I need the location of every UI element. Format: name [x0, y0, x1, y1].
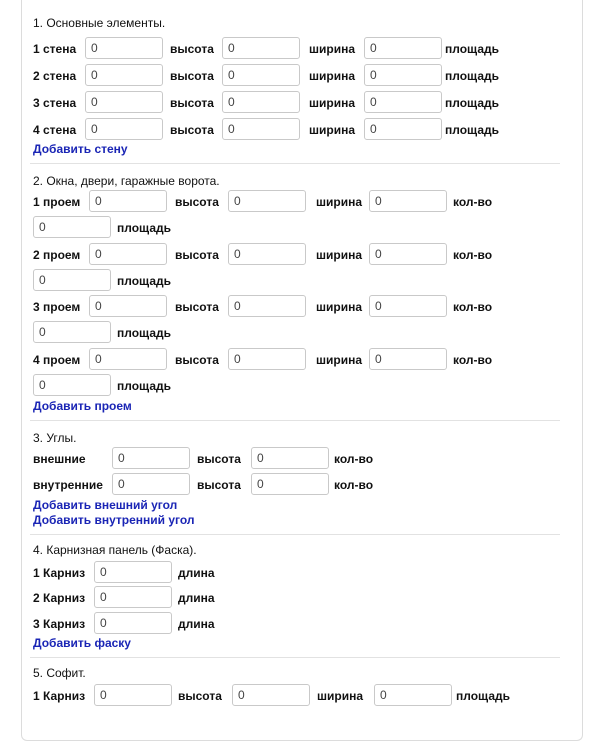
opening-2-label: 2 проем [33, 248, 81, 262]
inner-corner-label: внутренние [33, 478, 103, 492]
fascia-3-input[interactable] [94, 612, 172, 634]
wall-1-label: 1 стена [33, 42, 77, 56]
opening-4-area-label: площадь [117, 379, 171, 393]
section-1-title: 1. Основные элементы. [33, 16, 166, 30]
wall-4-height-input[interactable] [222, 118, 300, 140]
opening-1-count-input[interactable] [33, 216, 111, 238]
opening-2-height-input[interactable] [228, 243, 306, 265]
fascia-2-length-label: длина [178, 591, 215, 605]
fascia-1-length-label: длина [178, 566, 215, 580]
opening-3-count-label: кол-во [453, 300, 493, 314]
wall-2-label: 2 стена [33, 69, 77, 83]
opening-4-height-label: высота [175, 353, 219, 367]
wall-3-input[interactable] [85, 91, 163, 113]
outer-corner-height-label: высота [197, 452, 241, 466]
opening-3-label: 3 проем [33, 300, 81, 314]
fascia-2-input[interactable] [94, 586, 172, 608]
opening-2-count-input[interactable] [33, 269, 111, 291]
opening-1-label: 1 проем [33, 195, 81, 209]
opening-1-area-label: площадь [117, 221, 171, 235]
opening-4-input[interactable] [89, 348, 167, 370]
wall-1-input[interactable] [85, 37, 163, 59]
wall-3-width-input[interactable] [364, 91, 442, 113]
wall-2-height-input[interactable] [222, 64, 300, 86]
wall-4-label: 4 стена [33, 123, 77, 137]
wall-3-width-label: ширина [309, 96, 356, 110]
section-3-title: 3. Углы. [33, 431, 77, 445]
wall-2-width-input[interactable] [364, 64, 442, 86]
wall-2-area-label: площадь [445, 69, 499, 83]
section-2-title: 2. Окна, двери, гаражные ворота. [33, 174, 220, 188]
opening-4-count-input[interactable] [33, 374, 111, 396]
opening-1-count-label: кол-во [453, 195, 493, 209]
opening-1-width-input[interactable] [369, 190, 447, 212]
opening-3-input[interactable] [89, 295, 167, 317]
opening-1-input[interactable] [89, 190, 167, 212]
wall-3-height-input[interactable] [222, 91, 300, 113]
inner-corner-height-input[interactable] [251, 473, 329, 495]
soffit-1-height-label: высота [178, 689, 222, 703]
opening-1-width-label: ширина [316, 195, 363, 209]
wall-1-area-label: площадь [445, 42, 499, 56]
opening-2-input[interactable] [89, 243, 167, 265]
soffit-1-height-input[interactable] [232, 684, 310, 706]
opening-3-width-label: ширина [316, 300, 363, 314]
soffit-1-label: 1 Карниз [33, 689, 86, 703]
wall-2-height-label: высота [170, 69, 214, 83]
opening-4-width-label: ширина [316, 353, 363, 367]
wall-2-width-label: ширина [309, 69, 356, 83]
fascia-1-label: 1 Карниз [33, 566, 86, 580]
opening-1-height-input[interactable] [228, 190, 306, 212]
opening-2-width-input[interactable] [369, 243, 447, 265]
opening-2-count-label: кол-во [453, 248, 493, 262]
add-opening-link[interactable]: Добавить проем [33, 399, 132, 413]
opening-3-area-label: площадь [117, 326, 171, 340]
opening-1-height-label: высота [175, 195, 219, 209]
inner-corner-height-label: высота [197, 478, 241, 492]
wall-4-width-input[interactable] [364, 118, 442, 140]
wall-1-height-input[interactable] [222, 37, 300, 59]
add-wall-link[interactable]: Добавить стену [33, 142, 128, 156]
wall-3-height-label: высота [170, 96, 214, 110]
wall-4-area-label: площадь [445, 123, 499, 137]
inner-corner-input[interactable] [112, 473, 190, 495]
wall-3-area-label: площадь [445, 96, 499, 110]
wall-2-input[interactable] [85, 64, 163, 86]
soffit-1-width-input[interactable] [374, 684, 452, 706]
wall-1-height-label: высота [170, 42, 214, 56]
opening-3-height-input[interactable] [228, 295, 306, 317]
wall-1-width-input[interactable] [364, 37, 442, 59]
inner-corner-count-label: кол-во [334, 478, 374, 492]
add-outer-corner-link[interactable]: Добавить внешний угол [33, 498, 178, 512]
wall-4-input[interactable] [85, 118, 163, 140]
add-fascia-link[interactable]: Добавить фаску [33, 636, 131, 650]
section-5-title: 5. Софит. [33, 666, 86, 680]
opening-3-count-input[interactable] [33, 321, 111, 343]
section-divider [30, 163, 560, 164]
section-divider [30, 420, 560, 421]
opening-2-width-label: ширина [316, 248, 363, 262]
section-4-title: 4. Карнизная панель (Фаска). [33, 543, 197, 557]
section-divider [30, 534, 560, 535]
fascia-2-label: 2 Карниз [33, 591, 86, 605]
opening-4-width-input[interactable] [369, 348, 447, 370]
opening-3-width-input[interactable] [369, 295, 447, 317]
opening-4-height-input[interactable] [228, 348, 306, 370]
opening-4-label: 4 проем [33, 353, 81, 367]
outer-corner-input[interactable] [112, 447, 190, 469]
fascia-1-input[interactable] [94, 561, 172, 583]
soffit-1-area-label: площадь [456, 689, 510, 703]
soffit-1-input[interactable] [94, 684, 172, 706]
fascia-3-length-label: длина [178, 617, 215, 631]
outer-corner-count-label: кол-во [334, 452, 374, 466]
wall-4-height-label: высота [170, 123, 214, 137]
opening-4-count-label: кол-во [453, 353, 493, 367]
outer-corner-height-input[interactable] [251, 447, 329, 469]
fascia-3-label: 3 Карниз [33, 617, 86, 631]
wall-4-width-label: ширина [309, 123, 356, 137]
add-inner-corner-link[interactable]: Добавить внутренний угол [33, 513, 195, 527]
opening-2-height-label: высота [175, 248, 219, 262]
wall-3-label: 3 стена [33, 96, 77, 110]
opening-3-height-label: высота [175, 300, 219, 314]
wall-1-width-label: ширина [309, 42, 356, 56]
section-divider [30, 657, 560, 658]
opening-2-area-label: площадь [117, 274, 171, 288]
soffit-1-width-label: ширина [317, 689, 364, 703]
outer-corner-label: внешние [33, 452, 86, 466]
